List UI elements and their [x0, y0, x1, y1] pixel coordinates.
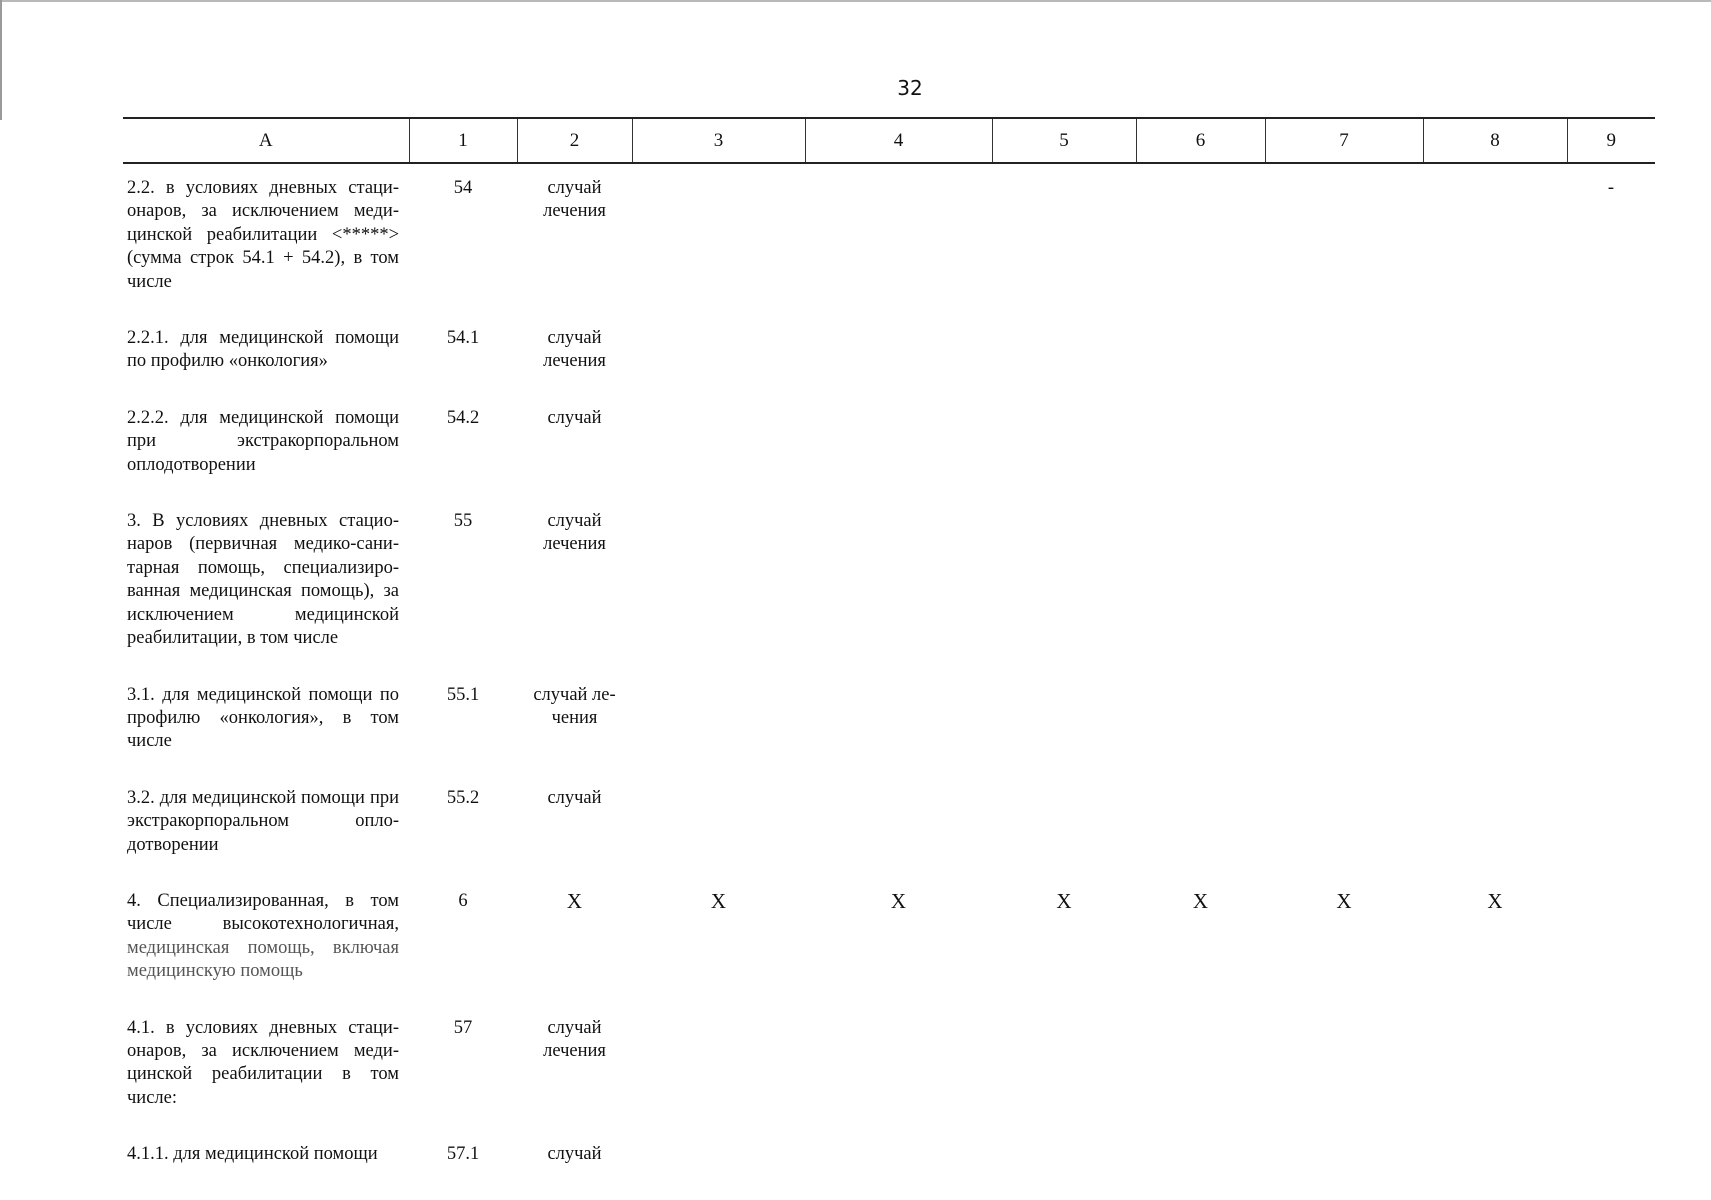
row-value-col-5 — [992, 163, 1136, 314]
description-line: 3.1. для медицинской помощи — [127, 684, 373, 705]
row-value-col-9 — [1567, 774, 1655, 877]
row-value-col-9 — [1567, 671, 1655, 774]
scan-edge-top — [0, 0, 1711, 2]
row-value-col-3: X — [710, 888, 727, 913]
row-value-col-7 — [1265, 1004, 1423, 1131]
row-value-col-3 — [632, 394, 805, 497]
table-container — [123, 117, 1655, 1187]
row-value-col-6 — [1136, 1130, 1265, 1186]
row-unit: случай — [547, 787, 602, 808]
row-number: 55 — [453, 511, 473, 532]
header-cell: 4 — [805, 118, 992, 163]
description-line: онаров, за исключением меди- — [127, 1040, 399, 1061]
row-value-col-3 — [632, 774, 805, 877]
description-line: тарная помощь, специализиро- — [127, 557, 399, 578]
row-value-col-7 — [1265, 314, 1423, 394]
row-value-col-4 — [805, 774, 992, 877]
row-value-col-4: X — [890, 888, 907, 913]
row-value-col-3 — [632, 1004, 805, 1131]
description-line: числе высокотехнологичная, — [127, 914, 399, 935]
description-line: числе: — [127, 1087, 177, 1108]
row-unit: случай лечения — [543, 1017, 606, 1061]
description-line: 3. В условиях дневных стацио- — [127, 511, 399, 532]
scan-edge-left — [0, 0, 2, 120]
header-cell: 5 — [992, 118, 1136, 163]
row-number: 55.1 — [446, 684, 480, 705]
description-line: наров (первичная медико-сани- — [127, 534, 399, 555]
header-cell: 9 — [1567, 118, 1655, 163]
description-line: при экстракорпоральном — [127, 431, 399, 452]
row-unit: случай — [547, 1144, 602, 1165]
row-unit: X — [566, 888, 583, 913]
row-value-col-7 — [1265, 497, 1423, 670]
row-value-col-3 — [632, 163, 805, 314]
description-line: реабилитации, в том числе — [127, 628, 339, 649]
row-number: 54.2 — [446, 407, 480, 428]
row-value-col-6 — [1136, 314, 1265, 394]
row-value-col-4 — [805, 314, 992, 394]
row-value-col-8 — [1423, 314, 1567, 394]
row-value-col-7 — [1265, 163, 1423, 314]
row-value-col-4 — [805, 497, 992, 670]
table-row — [123, 314, 1655, 394]
row-value-col-9 — [1567, 1130, 1655, 1186]
header-cell: 8 — [1423, 118, 1567, 163]
table-row — [123, 394, 1655, 497]
table-row — [123, 497, 1655, 670]
table-row — [123, 877, 1655, 1004]
row-unit: случай лечения — [543, 511, 606, 555]
row-value-col-8 — [1423, 394, 1567, 497]
row-value-col-3 — [632, 671, 805, 774]
row-value-col-6 — [1136, 671, 1265, 774]
description-line: числе — [127, 271, 172, 292]
row-value-col-7 — [1265, 671, 1423, 774]
row-value-col-6 — [1136, 163, 1265, 314]
description-line: дотворении — [127, 834, 219, 855]
page-number: 32 — [897, 76, 923, 100]
description-line: по профилю «онкология», в том — [127, 684, 399, 728]
row-value-col-5 — [992, 671, 1136, 774]
row-description — [123, 1130, 409, 1186]
row-value-col-5 — [992, 774, 1136, 877]
row-description — [123, 774, 409, 877]
description-line: цинской реабилитации в том — [127, 1064, 399, 1085]
row-value-col-5 — [992, 394, 1136, 497]
table-row — [123, 774, 1655, 877]
description-line: 2.2. в условиях дневных стаци- — [127, 178, 399, 198]
row-value-col-4 — [805, 1130, 992, 1186]
description-line: по профилю «онкология» — [127, 351, 328, 372]
row-value-col-7 — [1265, 774, 1423, 877]
table-body — [123, 163, 1655, 1187]
row-description — [123, 1004, 409, 1131]
row-value-col-7 — [1265, 394, 1423, 497]
row-value-col-8 — [1423, 774, 1567, 877]
description-line: медицинская помощь, включая — [127, 937, 399, 958]
description-line: 4.1.1. для медицинской помощи — [127, 1144, 378, 1165]
row-value-col-8 — [1423, 671, 1567, 774]
row-value-col-7: X — [1336, 888, 1352, 913]
header-cell: 6 — [1136, 118, 1265, 163]
description-line: цинской реабилитации <*****> — [127, 224, 399, 245]
row-unit: случай ле-чения — [533, 684, 616, 728]
row-number: 57.1 — [446, 1144, 480, 1165]
row-value-col-9: - — [1607, 178, 1615, 198]
description-line: 3.2. для медицинской помощи — [127, 787, 365, 808]
row-value-col-8: X — [1487, 888, 1503, 913]
row-value-col-6 — [1136, 394, 1265, 497]
header-row — [123, 118, 1655, 163]
row-description — [123, 314, 409, 394]
description-line: при экстракорпоральном опло- — [127, 787, 400, 832]
row-value-col-9 — [1567, 877, 1655, 1004]
header-cell: 3 — [632, 118, 805, 163]
row-description — [123, 497, 409, 670]
description-line: 2.2.1. для медицинской помощи — [127, 328, 399, 349]
table-row — [123, 1130, 1655, 1186]
row-description — [123, 671, 409, 774]
data-table — [123, 117, 1655, 1187]
header-cell: 2 — [517, 118, 632, 163]
description-line: медицинскую помощь — [127, 961, 303, 982]
description-line: (сумма строк 54.1 + 54.2), в том — [127, 248, 399, 269]
description-line: за исключением медицинской — [127, 581, 399, 625]
row-value-col-7 — [1265, 1130, 1423, 1186]
row-number: 54 — [453, 178, 473, 198]
row-number: 54.1 — [446, 328, 480, 349]
table-row — [123, 671, 1655, 774]
row-value-col-8 — [1423, 1130, 1567, 1186]
row-number: 55.2 — [446, 787, 480, 808]
row-unit: случай лечения — [543, 178, 606, 222]
row-value-col-5 — [992, 497, 1136, 670]
row-value-col-6 — [1136, 1004, 1265, 1131]
description-line: числе — [127, 731, 172, 752]
row-value-col-9 — [1567, 497, 1655, 670]
row-description — [123, 877, 409, 1004]
row-description — [123, 394, 409, 497]
row-value-col-9 — [1567, 394, 1655, 497]
row-value-col-3 — [632, 314, 805, 394]
row-value-col-9 — [1567, 314, 1655, 394]
row-value-col-6: X — [1192, 888, 1209, 913]
description-line: 2.2.2. для медицинской помощи — [127, 407, 399, 428]
row-value-col-6 — [1136, 497, 1265, 670]
row-unit: случай лечения — [543, 328, 606, 372]
row-value-col-3 — [632, 1130, 805, 1186]
row-value-col-5 — [992, 314, 1136, 394]
row-value-col-4 — [805, 1004, 992, 1131]
row-description — [123, 163, 409, 314]
row-value-col-4 — [805, 671, 992, 774]
row-value-col-8 — [1423, 163, 1567, 314]
row-unit: случай — [547, 407, 602, 428]
row-number: 6 — [458, 890, 468, 911]
row-value-col-5: X — [1056, 888, 1072, 913]
row-value-col-5 — [992, 1004, 1136, 1131]
row-number: 57 — [453, 1017, 473, 1038]
description-line: 4. Специализированная, в том — [127, 890, 399, 911]
row-value-col-8 — [1423, 1004, 1567, 1131]
row-value-col-4 — [805, 163, 992, 314]
description-line: 4.1. в условиях дневных стаци- — [127, 1017, 399, 1038]
description-line: оплодотворении — [127, 454, 256, 475]
table-row — [123, 1004, 1655, 1131]
table-row — [123, 163, 1655, 314]
row-value-col-8 — [1423, 497, 1567, 670]
row-value-col-9 — [1567, 1004, 1655, 1131]
description-line: ванная медицинская помощь), — [127, 581, 375, 602]
row-value-col-3 — [632, 497, 805, 670]
row-value-col-5 — [992, 1130, 1136, 1186]
header-cell: A — [123, 118, 409, 163]
header-cell: 1 — [409, 118, 517, 163]
row-value-col-6 — [1136, 774, 1265, 877]
description-line: онаров, за исключением меди- — [127, 201, 399, 222]
header-cell: 7 — [1265, 118, 1423, 163]
row-value-col-4 — [805, 394, 992, 497]
